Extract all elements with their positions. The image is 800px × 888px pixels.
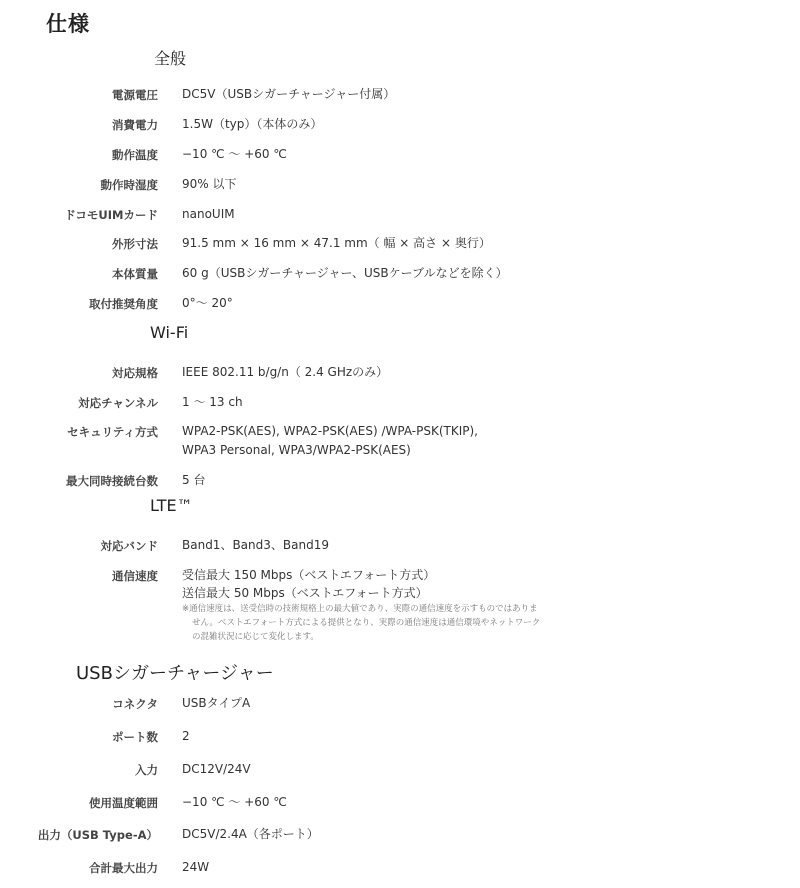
spec-label-wifi-security: セキュリティ方式 xyxy=(67,425,158,439)
spec-value-wifi-security-line2: WPA3 Personal, WPA3/WPA2-PSK(AES) xyxy=(182,443,411,457)
wifi-heading: Wi-Fi xyxy=(150,323,189,342)
spec-label-wifi-max-clients: 最大同時接続台数 xyxy=(66,474,158,488)
spec-label-weight: 本体質量 xyxy=(112,267,158,281)
spec-value-total-output: 24W xyxy=(182,860,210,874)
spec-value-wifi-max-clients: 5 台 xyxy=(182,473,206,487)
lte-heading: LTE™ xyxy=(150,496,193,515)
spec-value-output: DC5V/2.4A（各ポート） xyxy=(182,827,319,841)
spec-value-wifi-security: WPA2-PSK(AES), WPA2-PSK(AES) /WPA-PSK(TKIP), xyxy=(182,424,478,438)
spec-value-usage-temp: −10 ℃ 〜 +60 ℃ xyxy=(182,795,287,809)
spec-label-total-output: 合計最大出力 xyxy=(89,861,158,875)
spec-value-lte-speed-up: 送信最大 50 Mbps（ベストエフォート方式） xyxy=(182,586,428,600)
spec-label-connector: コネクタ xyxy=(112,697,158,711)
spec-value-connector: USBタイプA xyxy=(182,696,251,710)
spec-label-operating-temp: 動作温度 xyxy=(112,148,158,162)
spec-value-operating-temp: −10 ℃ 〜 +60 ℃ xyxy=(182,147,287,161)
spec-label-output: 出力（USB Type-A） xyxy=(37,828,158,842)
usb-charger-heading: USBシガーチャージャー xyxy=(76,663,274,684)
spec-label-uim-card: ドコモUIMカード xyxy=(64,208,158,222)
spec-label-power-consumption: 消費電力 xyxy=(112,118,158,132)
page-title: 仕様 xyxy=(46,12,90,36)
spec-label-usage-temp: 使用温度範囲 xyxy=(89,796,158,810)
spec-label-mount-angle: 取付推奨角度 xyxy=(89,297,158,311)
spec-label-wifi-standard: 対応規格 xyxy=(112,366,158,380)
spec-value-weight: 60 g（USBシガーチャージャー、USBケーブルなどを除く） xyxy=(182,266,508,280)
spec-value-input: DC12V/24V xyxy=(182,762,251,776)
spec-label-lte-bands: 対応バンド xyxy=(100,539,158,553)
spec-value-lte-speed-down: 受信最大 150 Mbps（ベストエフォート方式） xyxy=(182,568,436,582)
spec-value-lte-bands: Band1、Band3、Band19 xyxy=(182,538,329,552)
spec-label-dimensions: 外形寸法 xyxy=(112,237,158,251)
spec-value-wifi-channels: 1 〜 13 ch xyxy=(182,395,243,409)
spec-label-wifi-channels: 対応チャンネル xyxy=(78,396,158,410)
spec-value-power-voltage: DC5V（USBシガーチャージャー付属） xyxy=(182,87,396,101)
spec-label-lte-speed: 通信速度 xyxy=(112,569,158,583)
general-heading: 全般 xyxy=(154,49,187,68)
spec-value-power-consumption: 1.5W（typ）（本体のみ） xyxy=(182,117,323,131)
spec-label-input: 入力 xyxy=(135,763,158,777)
note-line: の混雑状況に応じて変化します。 xyxy=(192,632,319,642)
spec-label-power-voltage: 電源電圧 xyxy=(112,88,158,102)
lte-speed-note xyxy=(182,602,582,644)
spec-value-mount-angle: 0°〜 20° xyxy=(182,296,233,310)
spec-value-port-count: 2 xyxy=(182,729,190,743)
note-line: ※通信速度は、送受信時の技術規格上の最大値であり、実際の通信速度を示すものではありま xyxy=(182,604,538,614)
spec-label-port-count: ポート数 xyxy=(112,730,158,744)
note-line: せん。ベストエフォート方式による提供となり、実際の通信速度は通信環境やネットワーク xyxy=(192,618,541,628)
spec-value-wifi-standard: IEEE 802.11 b/g/n（ 2.4 GHzのみ） xyxy=(182,365,389,379)
spec-value-operating-humidity: 90% 以下 xyxy=(182,177,237,191)
spec-value-uim-card: nanoUIM xyxy=(182,207,235,221)
spec-value-dimensions: 91.5 mm × 16 mm × 47.1 mm（ 幅 × 高さ × 奥行） xyxy=(182,236,491,250)
spec-label-operating-humidity: 動作時湿度 xyxy=(100,178,158,192)
